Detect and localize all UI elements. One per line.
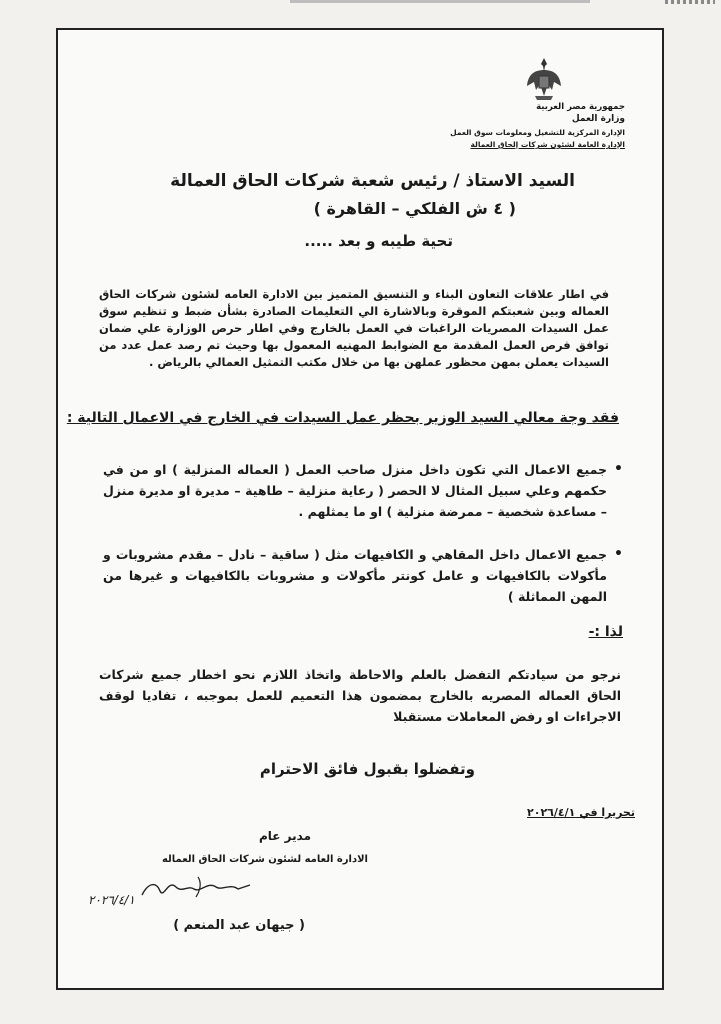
handwritten-date: ٢٠٢٦/٤/١ xyxy=(88,893,135,907)
date-line: تحريرا في ٢٠٢٦/٤/١ xyxy=(527,806,635,819)
signatory-department: الادارة العامه لشئون شركات الحاق العماله xyxy=(161,854,368,865)
bullet-item-domestic: • جميع الاعمال التي تكون داخل منزل صاحب العمل ( العماله المنزلية ) او من في حكمهم وعلي سبيل المثال لا الحصر ( رعاية منزلية – طاهية – مديرة او مديرة منزل – مساعدة شخصية – ممرضة منزلية ) او ما يمثلهم . xyxy=(103,459,623,522)
intro-paragraph: في اطار علاقات التعاون البناء و التنسيق المتميز بين الادارة العامه لشئون شركات الحاق العماله وبين شعبتكم الموقرة وبالاشارة الي التعليمات الصادرة بشأن ضبط و تنظيم سوق عمل السيدات المصريات الراغبات في العمل بالخارج وفي اطار حرص الوزارة علي ضمان توافق فرص العمل المقدمة مع الضوابط المهنيه المعمول بها وحيث تم رصد عمل عدد من السيدات يعملن بمهن محظور عملهن بها من خلال مكتب التمثيل العمالي بالرياض . xyxy=(99,287,609,369)
addressee-title: السيد الاستاذ / رئيس شعبة شركات الحاق العمالة xyxy=(170,171,575,191)
header-country: جمهورية مصر العربية xyxy=(536,102,625,112)
header-general-admin: الإدارة العامة لشئون شركات إلحاق العمالة xyxy=(470,140,625,149)
signatory-name: ( جيهان عبد المنعم ) xyxy=(173,918,305,933)
eagle-emblem-icon xyxy=(525,56,563,102)
handwritten-signature xyxy=(138,873,258,903)
therefore-heading: لذا :- xyxy=(588,624,623,640)
request-paragraph: نرجو من سيادتكم التفضل بالعلم والاحاطة واتخاذ اللازم نحو اخطار جميع شركات الحاق العماله المصريه بالخارج بمضمون هذا التعميم للعمل بموجبه ، تفاديا لوقف الاجراءات او رفض المعاملات مستقبلا xyxy=(99,667,621,724)
header-central-admin: الإدارة المركزية للتشغيل ومعلومات سوق العمل xyxy=(450,128,625,137)
header-ministry: وزارة العمل xyxy=(571,114,625,124)
directive-heading: فقد وجة معالي السيد الوزير بحظر عمل السيدات في الخارج في الاعمال التالية : xyxy=(66,410,619,426)
greeting: تحية طيبه و بعد ..... xyxy=(304,232,453,250)
closing-line: وتفضلوا بقبول فائق الاحترام xyxy=(259,760,475,778)
addressee-address: ( ٤ ش الفلكي – القاهرة ) xyxy=(313,199,516,218)
bullet-item-cafes: • جميع الاعمال داخل المقاهي و الكافيهات مثل ( ساقية – نادل – مقدم مشروبات و مأكولات بالكافيهات و عامل كونتر مأكولات و مشروبات بالكافيهات و غيرها من المهن المماثلة ) xyxy=(103,544,623,607)
signatory-title: مدير عام xyxy=(258,829,311,843)
